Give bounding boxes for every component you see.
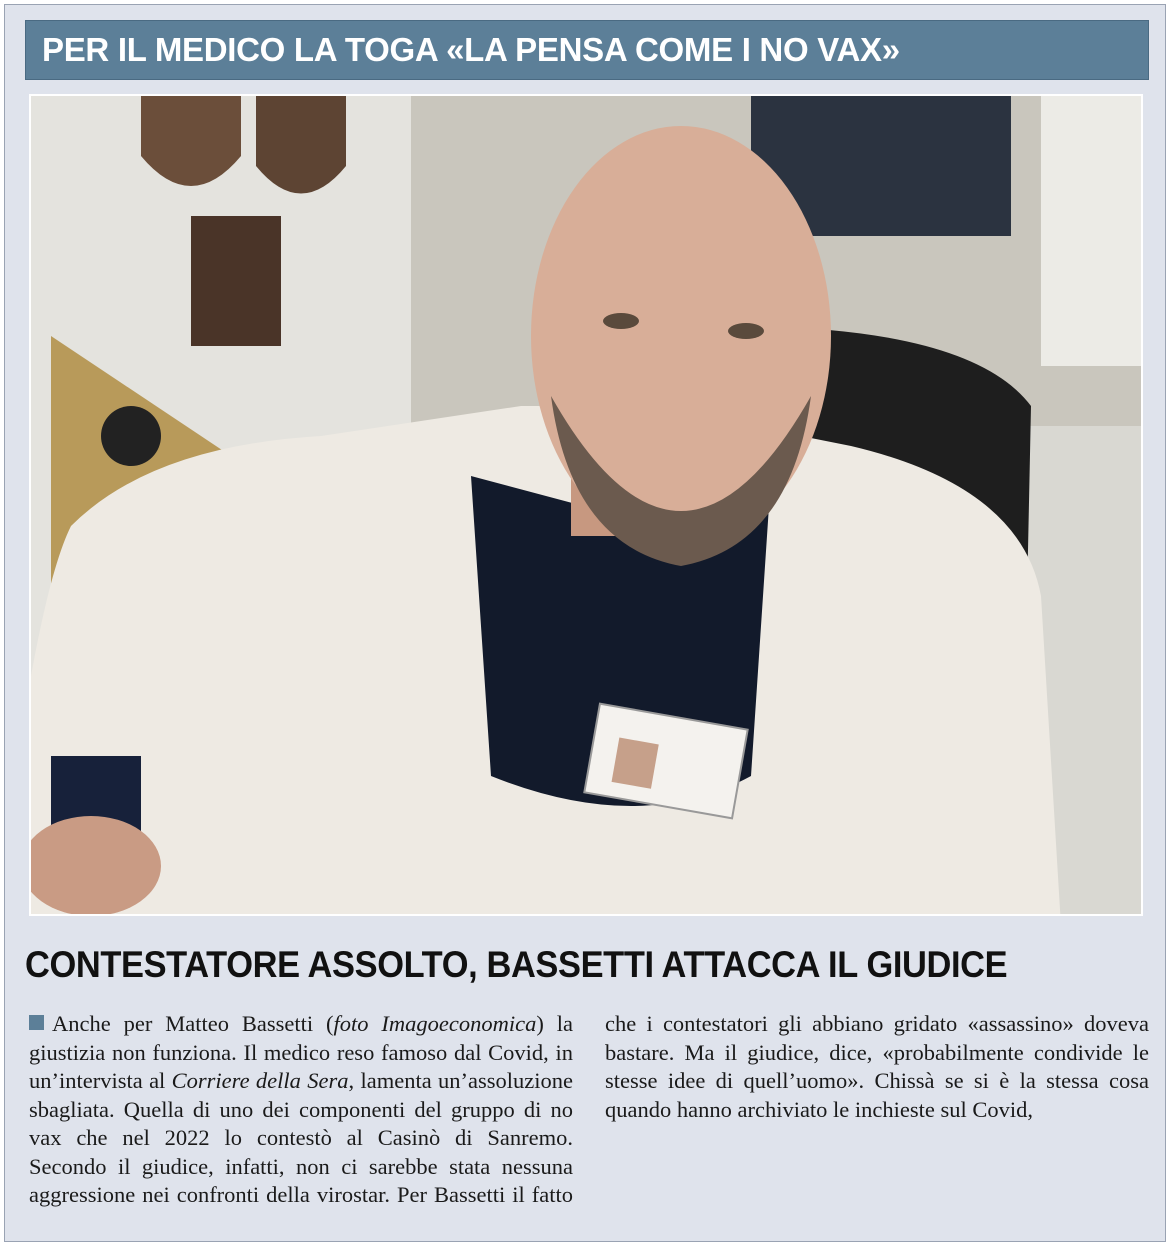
article-paragraph: Anche per Matteo Bassetti (foto Imagoeconomica) la giustizia non funziona. Il medico reso famoso dal Covid, in un’intervista al Corriere della Sera, lamenta un’assoluzione sbagliata. Quella di uno dei componenti del gruppo di no vax che nel 2022 lo contestò al Casinò di Sanremo. Secondo il giudice, infatti, non ci sarebbe stata nessuna aggressione nei confronti della virostar. Per Bassetti il fatto che i contestatori gli abbiano gridato «assassino» doveva bastare. Ma il giudice, dice, «probabilmente condivide le stesse idee di quell’uomo». Chissà se si è la stessa cosa quando hanno archiviato le inchieste sul Covid,	[29, 1011, 1149, 1207]
headline: CONTESTATORE ASSOLTO, BASSETTI ATTACCA IL GIUDICE	[25, 944, 1008, 985]
kicker-banner: PER IL MEDICO LA TOGA «LA PENSA COME I NO VAX»	[25, 20, 1149, 80]
article-photo	[29, 94, 1143, 916]
article-body	[29, 1010, 1149, 1220]
newspaper-clipping	[4, 4, 1166, 1242]
bullet-square-icon	[29, 1015, 44, 1030]
